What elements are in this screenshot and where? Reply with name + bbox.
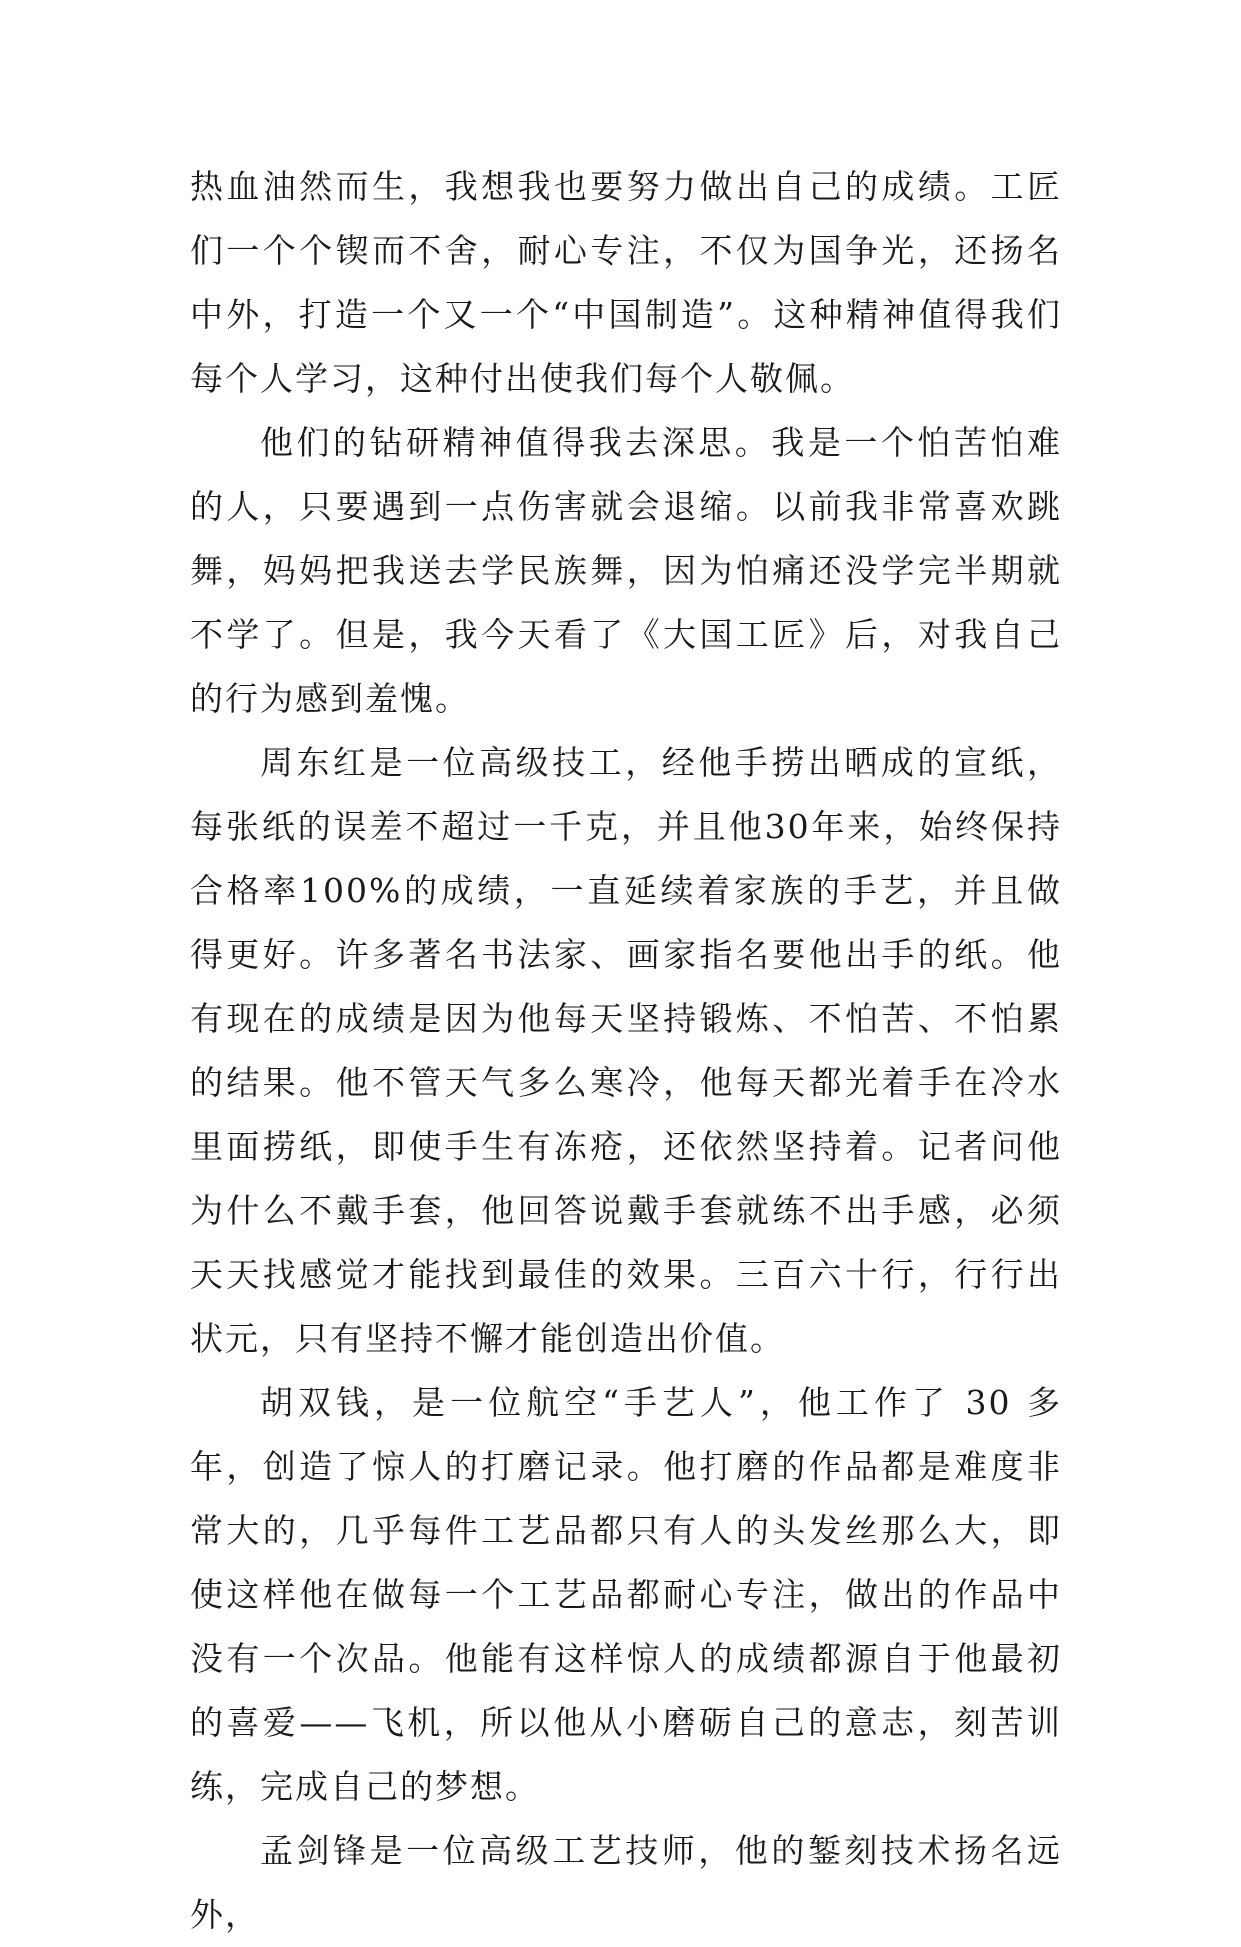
paragraph-meng-jianfeng: 孟剑锋是一位高级工艺技师，他的錾刻技术扬名远外， [190, 1831, 1062, 1934]
paragraph-continued: 热血油然而生，我想我也要努力做出自己的成绩。工匠们一个个锲而不舍，耐心专注，不仅为国争光，还扬名中外，打造一个又一个“中国制造”。这种精神值得我们每个人学习，这种付出使我们每个人敬佩。 [190, 167, 1062, 398]
body-text [190, 155, 1062, 1947]
paragraph-zhou-donghong: 周东红是一位高级技工，经他手捞出晒成的宣纸，每张纸的误差不超过一千克，并且他30年来，始终保持合格率100%的成绩，一直延续着家族的手艺，并且做得更好。许多著名书法家、画家指名要他出手的纸。他有现在的成绩是因为他每天坚持锻炼、不怕苦、不怕累的结果。他不管天气多么寒冷，他每天都光着手在冷水里面捞纸，即使手生有冻疮，还依然坚持着。记者问他为什么不戴手套，他回答说戴手套就练不出手感，必须天天找感觉才能找到最佳的效果。三百六十行，行行出状元，只有坚持不懈才能创造出价值。 [190, 743, 1062, 1358]
paragraph-hu-shuangqian: 胡双钱，是一位航空“手艺人”，他工作了 30 多年，创造了惊人的打磨记录。他打磨的作品都是难度非常大的，几乎每件工艺品都只有人的头发丝那么大，即使这样他在做每一个工艺品都耐心专注，做出的作品中没有一个次品。他能有这样惊人的成绩都源自于他最初的喜爱——飞机，所以他从小磨砺自己的意志，刻苦训练，完成自己的梦想。 [190, 1383, 1062, 1806]
paragraph-reflection: 他们的钻研精神值得我去深思。我是一个怕苦怕难的人，只要遇到一点伤害就会退缩。以前我非常喜欢跳舞，妈妈把我送去学民族舞，因为怕痛还没学完半期就不学了。但是，我今天看了《大国工匠》后，对我自己的行为感到羞愧。 [190, 423, 1062, 718]
